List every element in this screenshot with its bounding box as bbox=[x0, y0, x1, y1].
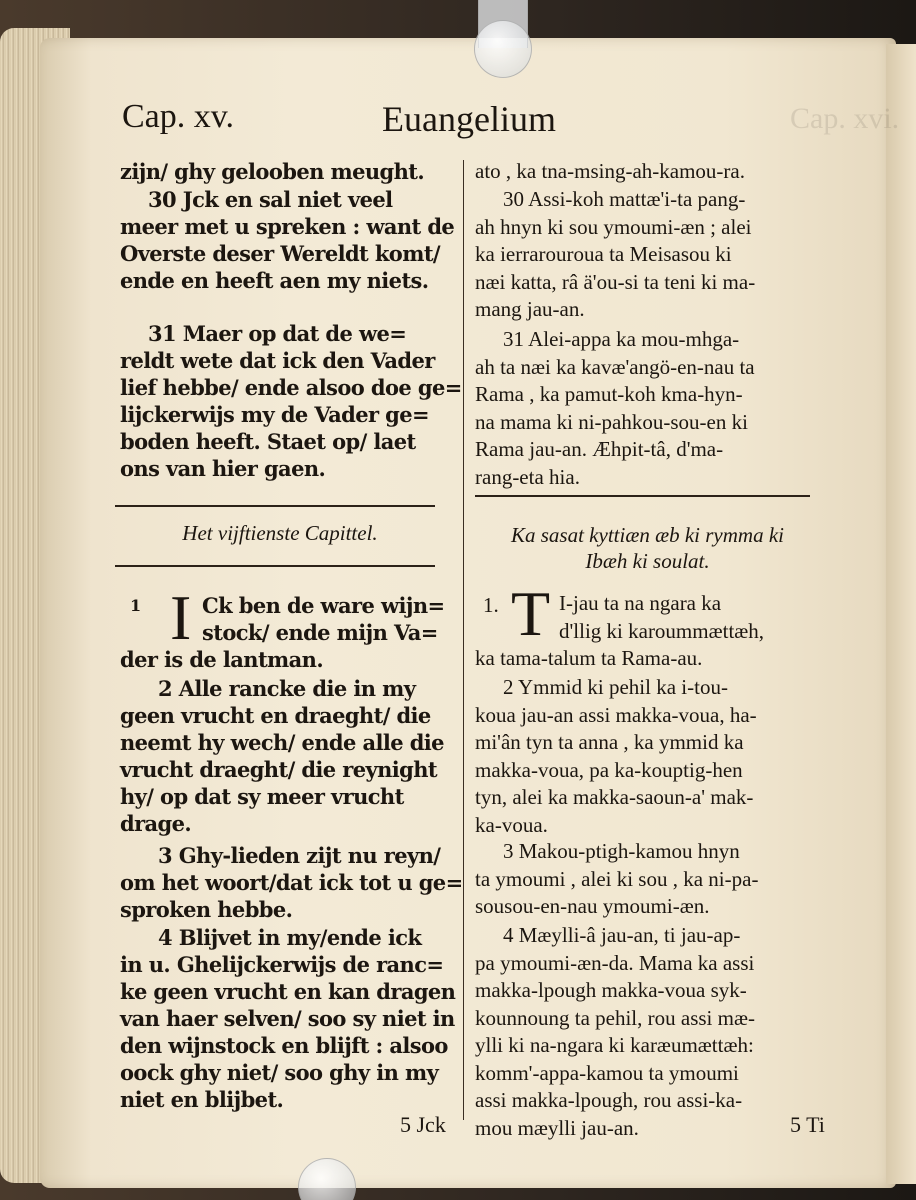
text-line: reldt wete dat ick den Vader bbox=[120, 348, 435, 373]
text-line: boden heeft. Staet op/ laet bbox=[120, 429, 416, 454]
text-line: sousou-en-nau ymoumi-æn. bbox=[475, 894, 710, 918]
chapter-number: Cap. xv. bbox=[122, 98, 235, 135]
text-line: tyn, alei ka makka-saoun-a' mak- bbox=[475, 785, 754, 809]
text-line: assi makka-lpough, rou assi-ka- bbox=[475, 1088, 743, 1112]
text-line: ah ta næi ka kavæ'angö-en-nau ta bbox=[475, 354, 755, 379]
text-line: drage. bbox=[120, 811, 192, 836]
text-line: 2 Ymmid ki pehil ka i-tou- bbox=[503, 675, 728, 699]
verse-3 bbox=[475, 838, 758, 921]
text-line: koua jau-an assi makka-voua, ha- bbox=[475, 702, 757, 727]
text-line: 31 Alei-appa ka mou-mhga- bbox=[503, 327, 740, 351]
title-line: Ibæh ki soulat. bbox=[585, 549, 710, 573]
text-line: rang-eta hia. bbox=[475, 464, 580, 489]
verse-2 bbox=[475, 674, 757, 839]
text-line: niet en blijbet. bbox=[120, 1087, 284, 1112]
text-line: mou mæylli jau-an. bbox=[475, 1115, 639, 1140]
text-line: der is de lantman. bbox=[120, 647, 324, 672]
text-line: makka-lpough makka-voua syk- bbox=[475, 978, 747, 1002]
text-line: 30 Jck en sal niet veel bbox=[148, 187, 393, 212]
section-rule bbox=[115, 505, 435, 507]
text-line: d'llig ki karoummættæh, bbox=[559, 618, 765, 643]
verse-number: 1. bbox=[483, 593, 499, 617]
chapter-title bbox=[475, 522, 820, 574]
text-line: vrucht draeght/ die reynight bbox=[120, 757, 438, 782]
text-line: pa ymoumi-æn-da. Mama ka assi bbox=[475, 950, 755, 975]
verse-4 bbox=[475, 922, 755, 1142]
text-line: 4 Blijvet in my/ende ick bbox=[158, 925, 422, 950]
text-line: mi'ân tyn ta anna , ka ymmid ka bbox=[475, 730, 744, 754]
verse-1 bbox=[120, 582, 445, 673]
text-line: ons van hier gaen. bbox=[120, 456, 326, 481]
text-line: lief hebbe/ ende alsoo doe ge= bbox=[120, 375, 462, 400]
text-line: Overste deser Wereldt komt/ bbox=[120, 241, 440, 266]
text-line: næi katta, râ ä'ou-si ta teni ki ma- bbox=[475, 269, 756, 294]
chapter-title: Het vijftienste Capittel. bbox=[182, 521, 378, 545]
text-line: sproken hebbe. bbox=[120, 897, 293, 922]
text-line: oock ghy niet/ soo ghy in my bbox=[120, 1060, 439, 1085]
verse-30 bbox=[120, 186, 454, 294]
text-line: ka ierrarouroua ta Meisasou ki bbox=[475, 242, 732, 266]
text-line: den wijnstock en blijft : alsoo bbox=[120, 1033, 448, 1058]
show-through-text: Cap. xvi. bbox=[790, 102, 900, 135]
text-line: om het woort/dat ick tot u ge= bbox=[120, 870, 463, 895]
running-title: Euangelium bbox=[382, 99, 556, 139]
text-line: neemt hy wech/ ende alle die bbox=[120, 730, 444, 755]
running-header bbox=[122, 98, 852, 148]
verse-number: 1 bbox=[130, 596, 141, 615]
text-line: ta ymoumi , alei ki sou , ka ni-pa- bbox=[475, 866, 759, 891]
text-line: mang jau-an. bbox=[475, 297, 585, 321]
text-line: zijn/ ghy gelooben meught. bbox=[120, 159, 425, 184]
verse-30 bbox=[475, 186, 755, 324]
text-line: ka-voua. bbox=[475, 812, 548, 837]
text-line: I-jau ta na ngara ka bbox=[559, 591, 722, 615]
text-line: kounnoung ta pehil, rou assi mæ- bbox=[475, 1005, 755, 1030]
drop-cap: I bbox=[170, 582, 192, 653]
text-line: hy/ op dat sy meer vrucht bbox=[120, 784, 404, 809]
section-rule bbox=[115, 565, 435, 567]
section-rule bbox=[475, 495, 810, 497]
text-line: 30 Assi-koh mattæ'i-ta pang- bbox=[503, 187, 746, 211]
text-line: 3 Ghy-lieden zijt nu reyn/ bbox=[158, 843, 441, 868]
catchword: 5 Ti bbox=[790, 1112, 825, 1137]
column-divider bbox=[463, 160, 464, 1120]
title-line: Ka sasat kyttiæn æb ki rymma ki bbox=[511, 523, 784, 547]
text-line: ylli ki na-ngara ki karæumættæh: bbox=[475, 1033, 754, 1057]
drop-cap: T bbox=[511, 578, 551, 649]
verse-3 bbox=[120, 842, 463, 923]
text-line: na mama ki ni-pahkou-sou-en ki bbox=[475, 409, 748, 434]
continuation-text bbox=[475, 158, 745, 186]
text-line: komm'-appa-kamou ta ymoumi bbox=[475, 1060, 739, 1085]
text-line: 31 Maer op dat de we= bbox=[148, 321, 407, 346]
verse-31 bbox=[475, 326, 755, 491]
page-clip-top bbox=[474, 20, 532, 78]
text-line: lijckerwijs my de Vader ge= bbox=[120, 402, 430, 427]
verse-31 bbox=[120, 320, 462, 482]
text-line: ato , ka tna-msing-ah-kamou-ra. bbox=[475, 159, 745, 183]
text-line: 4 Mæylli-â jau-an, ti jau-ap- bbox=[503, 923, 741, 947]
text-line: meer met u spreken : want de bbox=[120, 214, 455, 239]
text-line: 2 Alle rancke die in my bbox=[158, 676, 416, 701]
verse-1 bbox=[475, 578, 765, 673]
text-line: Rama , ka pamut-koh kma-hyn- bbox=[475, 382, 743, 406]
text-line: makka-voua, pa ka-kouptig-hen bbox=[475, 757, 743, 782]
text-line: ah hnyn ki sou ymoumi-æn ; alei bbox=[475, 214, 752, 239]
text-line: stock/ ende mijn Va= bbox=[202, 620, 438, 645]
text-line: ke geen vrucht en kan dragen bbox=[120, 979, 456, 1004]
text-line: ka tama-talum ta Rama-au. bbox=[475, 646, 703, 670]
text-line: Ck ben de ware wijn= bbox=[202, 593, 445, 618]
text-line: geen vrucht en draeght/ die bbox=[120, 703, 431, 728]
catchword: 5 Jck bbox=[400, 1112, 446, 1137]
text-line: 3 Makou-ptigh-kamou hnyn bbox=[503, 839, 740, 863]
continuation-text bbox=[120, 158, 424, 185]
text-line: van haer selven/ soo sy niet in bbox=[120, 1006, 455, 1031]
text-line: in u. Ghelijckerwijs de ranc= bbox=[120, 952, 444, 977]
text-line: ende en heeft aen my niets. bbox=[120, 268, 429, 293]
next-page-edge bbox=[886, 44, 916, 1184]
text-line: Rama jau-an. Æhpit-tâ, d'ma- bbox=[475, 437, 724, 461]
verse-2 bbox=[120, 675, 444, 837]
verse-4 bbox=[120, 924, 455, 1113]
